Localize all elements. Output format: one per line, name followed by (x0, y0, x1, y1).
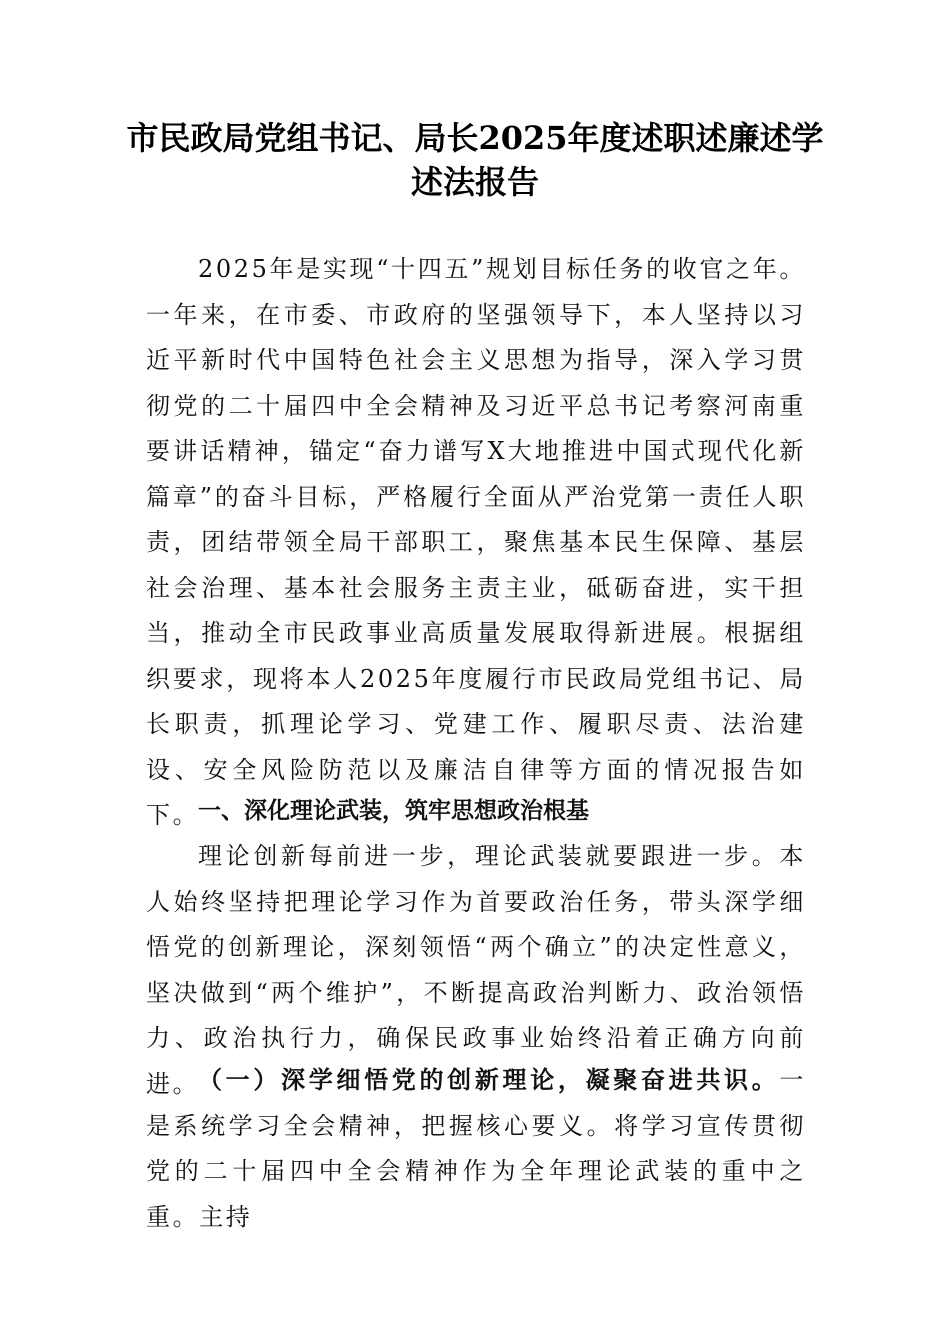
section-heading-1: 一、深化理论武装，筑牢思想政治根基 (198, 798, 589, 824)
subsection-paragraph (146, 1057, 806, 1240)
intro-paragraph: 2025年是实现“十四五”规划目标任务的收官之年。一年来，在市委、市政府的坚强领导下，本人坚持以习近平新时代中国特色社会主义思想为指导，深入学习贯彻党的二十届四中全会精神及习近平总书记考察河南重要讲话精神，锚定“奋力谱写X大地推进中国式现代化新篇章”的奋斗目标，严格履行全面从严治党第一责任人职责，团结带领全局干部职工，聚焦基本民生保障、基层社会治理、基本社会服务主责主业，砥砺奋进，实干担当，推动全市民政事业高质量发展取得新进展。根据组织要求，现将本人2025年度履行市民政局党组书记、局长职责，抓理论学习、党建工作、履职尽责、法治建设、安全风险防范以及廉洁自律等方面的情况报告如下。 (146, 255, 806, 829)
document-title: 市民政局党组书记、局长2025年度述职述廉述学述法报告 (126, 119, 824, 201)
subsection-paragraph-text: 一是系统学习全会精神，把握核心要义。将学习宣传贯彻党的二十届四中全会精神作为全年理论武装的重中之重。主持 (146, 1066, 806, 1231)
subsection-heading-1: （一）深学细悟党的创新理论，凝聚奋进共识。 (198, 1065, 780, 1094)
section-1-paragraph: 理论创新每前进一步，理论武装就要跟进一步。本人始终坚持把理论学习作为首要政治任务，带头深学细悟党的创新理论，深刻领悟“两个确立”的决定性意义，坚决做到“两个维护”，不断提高政治判断力、政治领悟力、政治执行力，确保民政事业始终沿着正确方向前进。 (146, 842, 806, 1098)
